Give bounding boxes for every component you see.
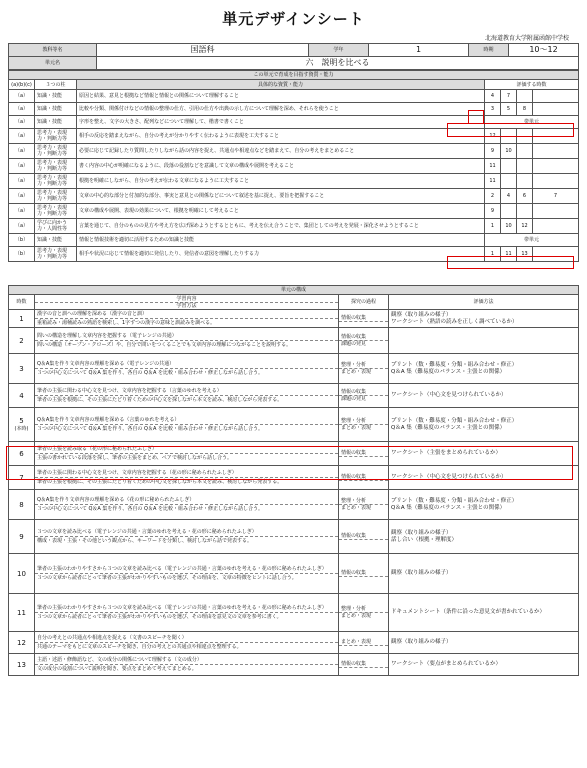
unit-hour-num: 8 bbox=[19, 500, 24, 509]
units-table bbox=[8, 285, 579, 676]
unit-hour bbox=[9, 520, 35, 554]
unit-eval: ワークシート（主張をまとめられているか） bbox=[389, 442, 579, 466]
col-content-header bbox=[35, 295, 339, 310]
unit-hour bbox=[9, 354, 35, 384]
unit-process-text bbox=[339, 321, 388, 322]
unit-hour bbox=[9, 466, 35, 490]
unit-content-text: 主語・述語・修飾語など、文の成分の関係について理解する（文の成分） bbox=[37, 657, 202, 663]
objective-hour bbox=[533, 247, 579, 262]
objective-abc: （b） bbox=[9, 247, 35, 262]
unit-hour-num: 10 bbox=[17, 569, 26, 578]
objective-hour: 7 bbox=[533, 189, 579, 204]
subject-value: 国語科 bbox=[97, 44, 309, 57]
grade-label: 学年 bbox=[309, 44, 369, 57]
objective-hour bbox=[533, 174, 579, 189]
unit-hour-num: 6 bbox=[19, 449, 24, 458]
objective-row bbox=[9, 189, 579, 204]
unit-eval: プリント（数・難易度・分類・組み合わせ・修正） Q＆A 集（難易度のバランス・主張との関係） bbox=[389, 408, 579, 442]
objective-pillar: 思考力・表現力・判断力等 bbox=[35, 174, 77, 189]
objective-hour bbox=[501, 174, 517, 189]
unit-hour-num: 7 bbox=[19, 473, 24, 482]
objective-hour bbox=[533, 159, 579, 174]
unit-hour bbox=[9, 384, 35, 408]
objective-text: 比較や分類、関係付けなどの情報の整理の仕方、引用の仕方や出典の示し方について理解を深め、それらを使うこと bbox=[77, 103, 485, 116]
unit-eval: 観察（取り組みの様子） 話し合い（根拠・理解度） bbox=[389, 520, 579, 554]
objective-hour bbox=[517, 144, 533, 159]
col-hour: 時数 bbox=[9, 295, 35, 310]
objective-abc: （a） bbox=[9, 174, 35, 189]
unit-eval: ワークシート（中心文を見つけられているか） bbox=[389, 466, 579, 490]
objective-hour: 1 bbox=[485, 219, 501, 234]
col-content: 学習内容 bbox=[176, 295, 197, 302]
unit-process-text: 整理・分析 bbox=[341, 606, 367, 612]
objective-hour: 10 bbox=[501, 219, 517, 234]
unit-eval: ワークシート（中心文を見つけられているか） bbox=[389, 384, 579, 408]
objective-pillar: 知識・技能 bbox=[35, 116, 77, 129]
unit-hour bbox=[9, 632, 35, 654]
unit-content bbox=[35, 654, 339, 676]
header-table bbox=[8, 43, 579, 70]
unit-process bbox=[339, 310, 389, 328]
objective-text: 原因と結果、意見と根拠など情報と情報との関係について理解すること bbox=[77, 90, 485, 103]
objective-abc: （a） bbox=[9, 159, 35, 174]
page-title: 単元デザインシート bbox=[222, 10, 365, 28]
unit-process bbox=[339, 520, 389, 554]
unit-hour bbox=[9, 594, 35, 632]
unit-hour-num: 12 bbox=[17, 638, 26, 647]
objective-hour: 6 bbox=[517, 189, 533, 204]
unit-process-text: 情報の収集 bbox=[341, 661, 367, 667]
objective-abc: （a） bbox=[9, 219, 35, 234]
unit-method-text: 重箱読み・湯桶読みの熟語を検索し、1字ずつの漢字の意味と訓読みを調べる。 bbox=[35, 318, 338, 327]
unit-hour-num: 4 bbox=[19, 391, 24, 400]
unit-process bbox=[339, 328, 389, 354]
objective-hour: 9 bbox=[485, 144, 501, 159]
unit-hour-num: 1 bbox=[19, 314, 24, 323]
unit-process-text: 情報の収集 bbox=[341, 474, 367, 480]
unit-process-text bbox=[339, 480, 388, 481]
unit-row bbox=[9, 442, 579, 466]
objective-hour bbox=[517, 129, 533, 144]
objective-abc: （a） bbox=[9, 144, 35, 159]
unit-process bbox=[339, 466, 389, 490]
unit-hour bbox=[9, 554, 35, 594]
unit-hour bbox=[9, 490, 35, 520]
unit-content-text: 筆者の主張を読み取る（花の形に秘められたふしぎ） bbox=[37, 446, 158, 452]
objective-pillar: 学びに向かう力・人間性等 bbox=[35, 219, 77, 234]
unit-label: 単元名 bbox=[9, 57, 97, 70]
grade-value: 1 bbox=[369, 44, 469, 57]
unit-process-text bbox=[339, 456, 388, 457]
unit-content-text: 自分の考えとの共通点や相違点を捉える（文書のスピーチを聞く） bbox=[37, 635, 187, 641]
unit-content-text: 問いの構造を理解し文章内容を把握する（電子レンジの共通） bbox=[37, 333, 177, 339]
objective-row bbox=[9, 159, 579, 174]
unit-hour-num: 9 bbox=[19, 532, 24, 541]
unit-eval: 観察（取り組みの様子） bbox=[389, 554, 579, 594]
unit-hour bbox=[9, 328, 35, 354]
objective-text: 相手の反応を踏まえながら、自分の考えが分かりやすく伝わるように表現を工夫すること bbox=[77, 129, 485, 144]
objective-hour bbox=[501, 159, 517, 174]
objective-abc: （a） bbox=[9, 189, 35, 204]
unit-value: 六 説明を比べる bbox=[97, 57, 579, 70]
unit-row bbox=[9, 354, 579, 384]
objective-hour: 10 bbox=[501, 144, 517, 159]
unit-process-text: 整理・分析 bbox=[341, 362, 367, 368]
unit-content bbox=[35, 354, 339, 384]
unit-content bbox=[35, 442, 339, 466]
unit-process bbox=[339, 654, 389, 676]
objective-hour: 3 bbox=[485, 103, 501, 116]
unit-row bbox=[9, 384, 579, 408]
units-section-title: 単元の構成 bbox=[9, 286, 579, 295]
unit-process bbox=[339, 490, 389, 520]
objective-hour: 12 bbox=[485, 129, 501, 144]
objectives-section-title: この単元で育成を目指す資質・能力 bbox=[9, 71, 579, 80]
unit-hour bbox=[9, 408, 35, 442]
objective-hour: 4 bbox=[485, 90, 501, 103]
unit-row bbox=[9, 466, 579, 490]
objectives-table bbox=[8, 70, 579, 262]
objective-hour bbox=[533, 144, 579, 159]
objective-hour: 7 bbox=[501, 90, 517, 103]
unit-process-text bbox=[339, 645, 388, 646]
objective-hour bbox=[501, 129, 517, 144]
unit-process-text: 整理・分析 bbox=[341, 498, 367, 504]
objective-row bbox=[9, 90, 579, 103]
objective-hour: 2 bbox=[485, 189, 501, 204]
unit-process-text bbox=[339, 667, 388, 668]
unit-method-text: ３つの中心文について Q＆A 集を作り、各自の Q＆A を比較・組み合わせ・修正しながら話し合う。 bbox=[35, 424, 338, 433]
unit-eval: ドキュメントシート（条件に沿った意見文が書かれているか） bbox=[389, 594, 579, 632]
objective-hour: 5 bbox=[501, 103, 517, 116]
objective-note: 帯単元 bbox=[485, 116, 579, 129]
unit-process-text: 情報の収集 bbox=[341, 334, 367, 340]
unit-content bbox=[35, 554, 339, 594]
objective-text: 情報と情報技術を適切に活用するための知識と技能 bbox=[77, 234, 485, 247]
unit-content bbox=[35, 408, 339, 442]
objective-text: 言葉を通じて、自分のものの見方や考え方を広げ深めようとするとともに、考えを伝え合うことで、集団としての考えを発展・深化させようとすること bbox=[77, 219, 485, 234]
unit-process-text bbox=[339, 539, 388, 540]
objective-pillar: 知識・技能 bbox=[35, 90, 77, 103]
unit-hour-num: 11 bbox=[17, 608, 26, 617]
unit-hour-note: (本時) bbox=[14, 425, 29, 432]
objective-hour: 4 bbox=[501, 189, 517, 204]
unit-eval: プリント（数・難易度・分類・組み合わせ・修正） Q＆A 集（難易度のバランス・主張との関係） bbox=[389, 354, 579, 384]
objective-abc: （a） bbox=[9, 90, 35, 103]
objective-row bbox=[9, 219, 579, 234]
col-hours: 評価する時数 bbox=[485, 80, 579, 90]
objective-hour bbox=[533, 219, 579, 234]
unit-process bbox=[339, 408, 389, 442]
objective-pillar: 思考力・表現力・判断力等 bbox=[35, 144, 77, 159]
unit-row bbox=[9, 520, 579, 554]
school-name: 北海道教育大学附属函館中学校 bbox=[484, 35, 569, 42]
objective-hour bbox=[501, 204, 517, 219]
objective-row bbox=[9, 204, 579, 219]
objective-row bbox=[9, 116, 579, 129]
unit-content-text: 筆者の主張に関わる中心文を見つけ、文章内容を把握する（言葉のゆれを考える） bbox=[37, 388, 222, 394]
col-skill: 具体的な資質・能力 bbox=[77, 80, 485, 90]
unit-process-text: 整理・分析 bbox=[341, 418, 367, 424]
objective-text: 文章の中心的な部分と付加的な部分、事実と意見との関係などについて叙述を基に捉え、要旨を把握すること bbox=[77, 189, 485, 204]
unit-method-text: 主張の書かれている段落を探し、筆者の主張をまとめ、ペアで検討しながら話し合う。 bbox=[35, 453, 338, 462]
objective-hour bbox=[533, 103, 579, 116]
unit-eval: プリント（数・難易度・分類・組み合わせ・修正） Q＆A 集（難易度のバランス・主張との関係） bbox=[389, 490, 579, 520]
col-process: 探究の過程 bbox=[339, 295, 389, 310]
unit-content bbox=[35, 520, 339, 554]
unit-method-text: 筆者の主張を根拠に、その主張にたどり着くための中心文を探しながら本文を読み、検討しながら発表する。 bbox=[35, 395, 338, 404]
objective-row bbox=[9, 103, 579, 116]
objective-pillar: 思考力・表現力・判断力等 bbox=[35, 159, 77, 174]
unit-content-text: Q＆A集を作り文章内容の理解を深める（言葉のゆれを考える） bbox=[37, 417, 180, 423]
unit-content bbox=[35, 466, 339, 490]
unit-process-text: 情報の収集 bbox=[341, 389, 367, 395]
objective-hour: 11 bbox=[501, 247, 517, 262]
objective-hour bbox=[517, 204, 533, 219]
unit-content-text: Q＆A集を作り文章内容の理解を深める（花の形に秘められたふしぎ） bbox=[37, 497, 195, 503]
unit-process bbox=[339, 554, 389, 594]
objective-pillar: 思考力・表現力・判断力等 bbox=[35, 189, 77, 204]
unit-row bbox=[9, 328, 579, 354]
unit-method-text: 筆者の主張を根拠に、その主張にたどり着くための中心文を探しながら本文を読み、検討しながら発表する。 bbox=[35, 477, 338, 486]
unit-row bbox=[9, 554, 579, 594]
unit-row bbox=[9, 310, 579, 328]
unit-method-text: ３つの文章から読者にとって筆者の主張がわかりやすいものを選び、その理由を意見文の文章を参考に書く。 bbox=[35, 612, 338, 621]
objective-hour bbox=[533, 204, 579, 219]
unit-content bbox=[35, 310, 339, 328]
unit-process-text bbox=[339, 576, 388, 577]
objective-pillar: 思考力・表現力・判断力等 bbox=[35, 204, 77, 219]
unit-hour bbox=[9, 654, 35, 676]
objective-pillar: 知識・技能 bbox=[35, 103, 77, 116]
objective-pillar: 思考力・表現力・判断力等 bbox=[35, 129, 77, 144]
unit-hour-num: 13 bbox=[17, 660, 26, 669]
unit-eval bbox=[389, 328, 579, 354]
unit-hour-num: 2 bbox=[19, 336, 24, 345]
period-label: 時期 bbox=[469, 44, 509, 57]
unit-process-text: まとめ・表現 bbox=[339, 424, 388, 431]
objective-hour: 1 bbox=[485, 247, 501, 262]
objective-text: 必要に応じて記録したり質問したりしながら話の内容を捉え、共通点や相違点などを踏まえて、自分の考えをまとめること bbox=[77, 144, 485, 159]
unit-process-text: 情報の収集 bbox=[341, 315, 367, 321]
objective-text: 相手や状況に応じて情報を適切に発信したり、発信者の意図を理解したりする力 bbox=[77, 247, 485, 262]
objective-row bbox=[9, 144, 579, 159]
unit-eval: 観察（取り組みの様子） bbox=[389, 632, 579, 654]
unit-hour-num: 3 bbox=[19, 364, 24, 373]
unit-process-text: 課題の発見 bbox=[339, 395, 388, 402]
objective-abc: （a） bbox=[9, 204, 35, 219]
unit-content bbox=[35, 490, 339, 520]
unit-hour bbox=[9, 310, 35, 328]
unit-process bbox=[339, 632, 389, 654]
subject-label: 教科等名 bbox=[9, 44, 97, 57]
unit-content-text: 筆者の主張のわかりやすさから３つの文章を読み比べる（電子レンジの共通・言葉のゆれを考える・花の形に秘められたふしぎ） bbox=[37, 566, 327, 572]
objective-row bbox=[9, 129, 579, 144]
objective-text: 文章の構成や展開、表現の効果について、根拠を明確にして考えること bbox=[77, 204, 485, 219]
unit-method-text: 問いの構造（オープン・クローズ）や、自分で問いをつくることでも文章内容の理解につながることを説明する。 bbox=[35, 340, 338, 349]
objective-hour bbox=[533, 129, 579, 144]
objective-text: 根拠を明確にしながら、自分の考えが伝わる文章になるように工夫すること bbox=[77, 174, 485, 189]
unit-process bbox=[339, 384, 389, 408]
objective-note: 帯単元 bbox=[485, 234, 579, 247]
unit-process-text: まとめ・表現 bbox=[341, 639, 372, 645]
objective-hour: 13 bbox=[517, 247, 533, 262]
objective-abc: （b） bbox=[9, 234, 35, 247]
unit-content bbox=[35, 384, 339, 408]
objective-hour: 12 bbox=[517, 219, 533, 234]
unit-method-text: ３つの中心文について Q＆A 集を作り、各自の Q＆A を比較・組み合わせ・修正しながら話し合う。 bbox=[35, 504, 338, 513]
unit-process-text: まとめ・表現 bbox=[339, 504, 388, 511]
unit-process-text: 情報の収集 bbox=[341, 450, 367, 456]
objective-pillar: 知識・技能 bbox=[35, 234, 77, 247]
unit-process-text: まとめ・表現 bbox=[339, 612, 388, 619]
unit-content-text: 筆者の主張に関わる中心文を見つけ、文章内容を把握する（花の形に秘められたふしぎ） bbox=[37, 470, 237, 476]
unit-hour-num: 5 bbox=[19, 416, 24, 425]
unit-process-text: 情報の収集 bbox=[341, 570, 367, 576]
unit-process bbox=[339, 442, 389, 466]
unit-content-text: ３つの文章を読み比べる（電子レンジの共通・言葉のゆれを考える・花の形に秘められたふしぎ） bbox=[37, 529, 257, 535]
unit-hour bbox=[9, 442, 35, 466]
unit-process-text: 課題の発見 bbox=[339, 340, 388, 347]
col-pillar: ３つの柱 bbox=[35, 80, 77, 90]
objective-abc: （a） bbox=[9, 116, 35, 129]
unit-method-text: 共通のテーマをもとに文章のスピーチを聞き、自分の考えとの共通点や相違点を整理する。 bbox=[35, 642, 338, 651]
unit-content bbox=[35, 594, 339, 632]
unit-row bbox=[9, 490, 579, 520]
unit-content-text: 漢字の音と訓への理解を深める（漢字の音と訓） bbox=[37, 311, 148, 317]
objective-abc: （a） bbox=[9, 103, 35, 116]
unit-row bbox=[9, 408, 579, 442]
objective-hour: 8 bbox=[517, 103, 533, 116]
objective-hour bbox=[517, 174, 533, 189]
objective-row bbox=[9, 234, 579, 247]
objective-pillar: 思考力・表現力・判断力等 bbox=[35, 247, 77, 262]
unit-method-text: 文の成分の役割について説明を聞き、要点をまとめて考えてまとめる。 bbox=[35, 664, 338, 673]
objective-hour: 11 bbox=[485, 174, 501, 189]
unit-row bbox=[9, 632, 579, 654]
unit-content-text: 筆者の主張のわかりやすさから３つの文章を読み比べる（電子レンジの共通・言葉のゆれを考える・花の形に秘められたふしぎ） bbox=[37, 605, 327, 611]
unit-process bbox=[339, 594, 389, 632]
objective-hour bbox=[533, 90, 579, 103]
period-value: 10～12 bbox=[509, 44, 579, 57]
unit-row bbox=[9, 594, 579, 632]
objective-text: 書く内容の中心が明確になるように、段落の役割などを意識して文章の構成や展開を考えること bbox=[77, 159, 485, 174]
col-method: 学習方法 bbox=[35, 302, 338, 309]
unit-process-text: まとめ・表現 bbox=[339, 368, 388, 375]
objective-text: 字形を整え、文字の大きさ、配列などについて理解して、楷書で書くこと bbox=[77, 116, 485, 129]
unit-method-text: 構成・表現・主張・その他という観点から、キーワードを分類し、検討しながら話で発表する。 bbox=[35, 536, 338, 545]
objective-row bbox=[9, 174, 579, 189]
objective-hour: 9 bbox=[485, 204, 501, 219]
objective-hour bbox=[517, 90, 533, 103]
unit-content bbox=[35, 328, 339, 354]
objective-hour bbox=[517, 159, 533, 174]
unit-eval: ワークシート（要点がまとめられているか） bbox=[389, 654, 579, 676]
col-abc: (a)(b)(c) bbox=[9, 80, 35, 90]
unit-row bbox=[9, 654, 579, 676]
objective-hour: 11 bbox=[485, 159, 501, 174]
objective-abc: （a） bbox=[9, 129, 35, 144]
unit-content-text: Q＆A集を作り文章内容の理解を深める（電子レンジの共通） bbox=[37, 361, 175, 367]
unit-eval: 観察（取り組みの様子） ワークシート（熟語の読みを正しく調べているか） bbox=[389, 310, 579, 328]
objective-row bbox=[9, 247, 579, 262]
col-eval: 評価方法 bbox=[389, 295, 579, 310]
unit-process bbox=[339, 354, 389, 384]
unit-method-text: ３つの中心文について Q＆A 集を作り、各自の Q＆A を比較・組み合わせ・修正しながら話し合う。 bbox=[35, 368, 338, 377]
unit-content bbox=[35, 632, 339, 654]
unit-process-text: 情報の収集 bbox=[341, 533, 367, 539]
unit-method-text: ３つの文章から読者にとって筆者の主張がわかりやすいものを選び、その理由を、文章の特徴をヒントに話し合う。 bbox=[35, 573, 338, 582]
